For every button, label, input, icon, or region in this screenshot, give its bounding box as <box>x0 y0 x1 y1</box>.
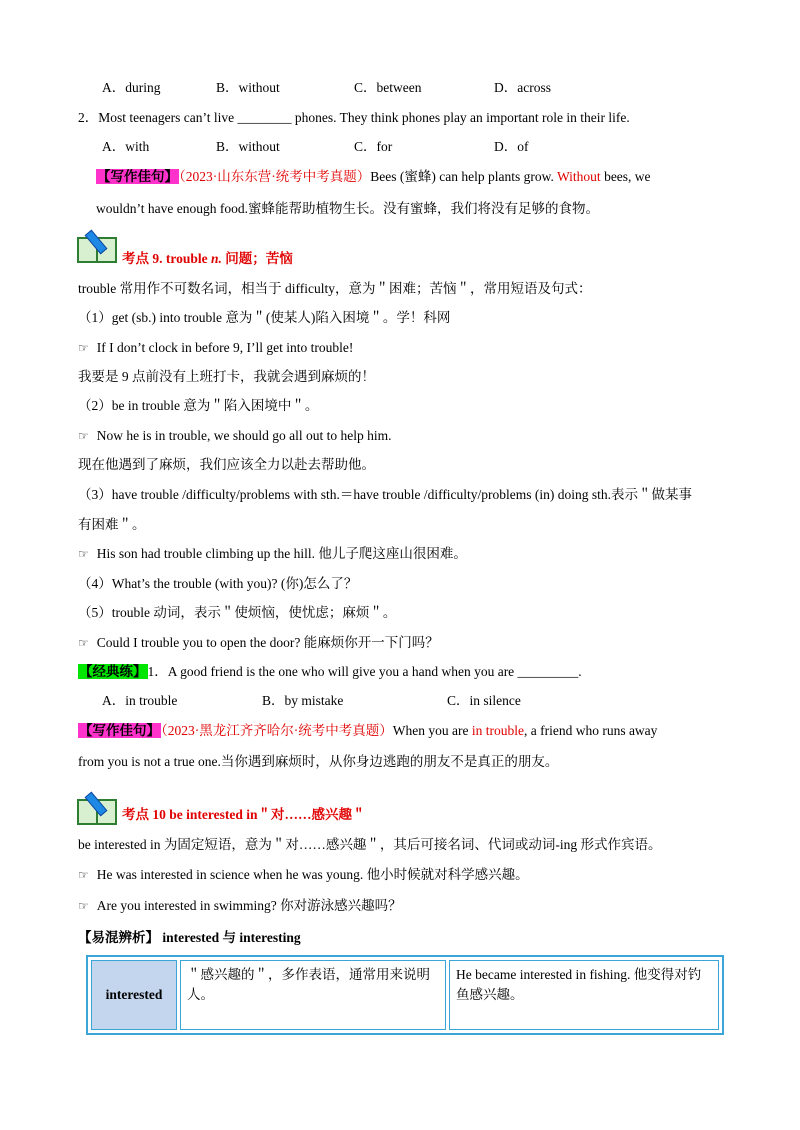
title-text: 问题；苦恼 <box>221 251 293 266</box>
kaodian-9-point-2: （2）be in trouble 意为＂陷入困境中＂。 <box>78 398 319 413</box>
comparison-table <box>86 955 724 1035</box>
example-text: Could I trouble you to open the door? 能麻烦你开一下门吗？ <box>96 635 439 650</box>
q2-option-b: B．without <box>216 139 280 154</box>
sentence-text: Bees (蜜蜂) can help plants grow. <box>370 169 557 184</box>
example-5 <box>78 634 439 652</box>
sentence-text: bees, we <box>600 169 651 184</box>
kaodian-9-point-5: （5）trouble 动词，表示＂使烦恼，使忧虑；麻烦＂。 <box>78 605 397 620</box>
table-row <box>91 960 719 1030</box>
confuse-tag: 【易混辨析】 <box>78 930 159 945</box>
example-text: Are you interested in swimming? 你对游泳感兴趣吗？ <box>96 898 402 913</box>
table-word-cell: interested <box>91 960 177 1030</box>
question-stem: Most teenagers can’t live ________ phones. They think phones play an important role in their life. <box>98 110 630 125</box>
example-text: He was interested in science when he was young. 他小时候就对科学感兴趣。 <box>96 867 529 882</box>
kaodian-9-title <box>122 250 293 268</box>
writing-sentence-1 <box>96 168 651 186</box>
writing-tag: 【写作佳句】 <box>97 169 178 184</box>
kd10-example-2 <box>78 897 402 915</box>
source-note: （2023·黑龙江齐齐哈尔·统考中考真题） <box>161 723 393 738</box>
practice-question <box>78 663 582 681</box>
table-meaning-cell: ＂感兴趣的＂，多作表语，通常用来说明人。 <box>180 960 446 1030</box>
title-pos: n. <box>211 251 222 266</box>
confuse-heading <box>78 929 301 947</box>
practice-option-a: A．in trouble <box>102 693 178 708</box>
example-2 <box>78 427 392 445</box>
book-pen-icon <box>76 228 120 264</box>
example-1 <box>78 339 353 357</box>
pointing-hand-icon: ☞ <box>78 547 89 561</box>
question-number: 2． <box>78 110 99 125</box>
practice-tag: 【经典练】 <box>79 664 147 679</box>
q1-option-b: B．without <box>216 80 280 95</box>
pointing-hand-icon: ☞ <box>78 899 89 913</box>
question-stem: 1．A good friend is the one who will give you a hand when you are _________. <box>147 664 582 679</box>
example-text: If I don’t clock in before 9, I’ll get into trouble! <box>96 340 354 355</box>
q2-option-d: D．of <box>494 139 529 154</box>
kaodian-9-point-3: （3）have trouble /difficulty/problems with sth.＝have trouble /difficulty/problems (in) doing sth.表示＂做某事 <box>78 487 693 502</box>
sentence-text: When you are <box>392 723 472 738</box>
example-text: His son had trouble climbing up the hill. 他儿子爬这座山很困难。 <box>96 546 467 561</box>
example-3 <box>78 545 467 563</box>
sentence-text: , a friend who runs away <box>523 723 658 738</box>
book-pen-icon <box>76 790 120 826</box>
writing-sentence-1-line2: wouldn’t have enough food.蜜蜂能帮助植物生长。没有蜜蜂，我们将没有足够的食物。 <box>96 201 599 216</box>
title-text: 考点 9. trouble <box>122 251 212 266</box>
pointing-hand-icon: ☞ <box>78 429 89 443</box>
confuse-title: interested 与 interesting <box>159 930 301 945</box>
example-1-translation: 我要是 9 点前没有上班打卡，我就会遇到麻烦的！ <box>78 369 375 384</box>
practice-option-c: C．in silence <box>447 693 521 708</box>
example-2-translation: 现在他遇到了麻烦，我们应该全力以赴去帮助他。 <box>78 457 375 472</box>
kaodian-10-intro: be interested in 为固定短语，意为＂对……感兴趣＂，其后可接名词、代词或动词-ing 形式作宾语。 <box>78 837 662 852</box>
pointing-hand-icon: ☞ <box>78 868 89 882</box>
practice-option-b: B．by mistake <box>262 693 344 708</box>
kd10-example-1 <box>78 866 529 884</box>
highlight-word: Without <box>556 169 601 184</box>
kaodian-9-point-3-cont: 有困难＂。 <box>78 517 146 532</box>
q1-option-a: A．during <box>102 80 161 95</box>
q1-option-d: D．across <box>494 80 551 95</box>
kaodian-10-title: 考点 10 be interested in＂对……感兴趣＂ <box>122 807 366 822</box>
writing-tag: 【写作佳句】 <box>79 723 160 738</box>
pointing-hand-icon: ☞ <box>78 636 89 650</box>
kaodian-9-point-1: （1）get (sb.) into trouble 意为＂(使某人)陷入困境＂。学！科网 <box>78 310 451 325</box>
q2-option-c: C．for <box>354 139 393 154</box>
kaodian-9-intro: trouble 常用作不可数名词，相当于 difficulty，意为＂困难；苦恼＂，常用短语及句式： <box>78 281 592 296</box>
question-2 <box>78 109 630 127</box>
q1-option-c: C．between <box>354 80 422 95</box>
kaodian-9-point-4: （4）What’s the trouble (with you)? (你)怎么了？ <box>78 576 358 591</box>
pointing-hand-icon: ☞ <box>78 341 89 355</box>
example-text: Now he is in trouble, we should go all out to help him. <box>96 428 392 443</box>
table-example-cell: He became interested in fishing. 他变得对钓鱼感兴趣。 <box>449 960 719 1030</box>
writing-sentence-2 <box>78 722 657 740</box>
q2-option-a: A．with <box>102 139 150 154</box>
source-note: （2023·山东东营·统考中考真题） <box>179 169 371 184</box>
writing-sentence-2-line2: from you is not a true one.当你遇到麻烦时，从你身边逃跑的朋友不是真正的朋友。 <box>78 754 559 769</box>
highlight-phrase: in trouble <box>471 723 524 738</box>
